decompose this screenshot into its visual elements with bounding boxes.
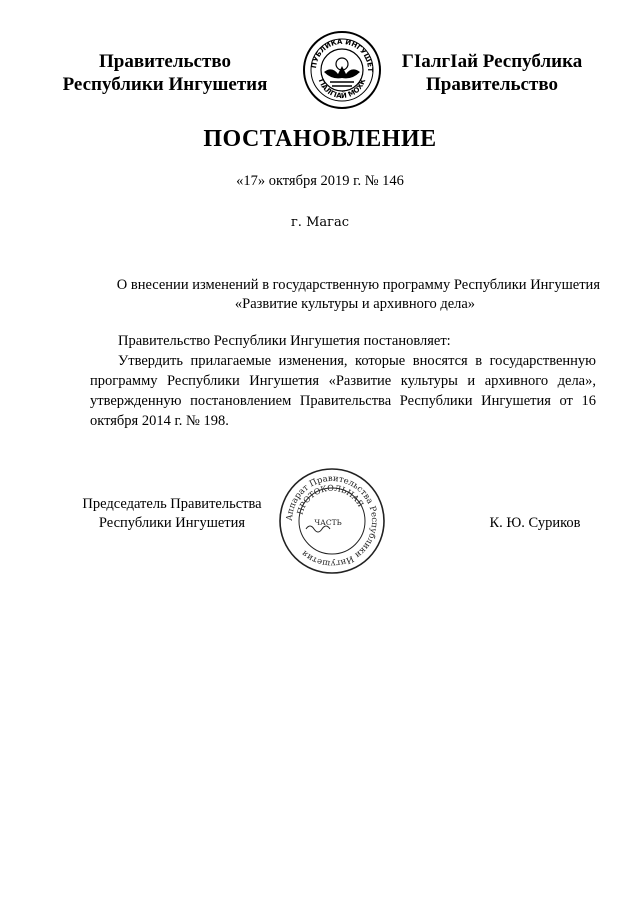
position-line2: Республики Ингушетия (98, 515, 246, 531)
coat-of-arms-emblem (302, 30, 382, 110)
header-left-line1: Правительство (99, 51, 231, 72)
subject-line1: О внесении изменений в государственную программу Республики Ингушетия (116, 277, 600, 293)
svg-text:ГIАЛГIАЙ МОХК (317, 78, 368, 101)
place: г. Магас (291, 215, 349, 230)
signatory-position (62, 495, 282, 533)
subject (80, 276, 600, 314)
body-text: Утвердить прилагаемые изменения, которые вносятся в государственную программу Республики Ингушетия «Развитие культуры и архивного дела», утвержденную постановлением Правительства Республики Ингушетия от 16 октября 2014 г. № 198. (90, 353, 596, 429)
document-title: ПОСТАНОВЛЕНИЕ (203, 126, 437, 152)
header-right (384, 50, 600, 96)
subject-line2: «Развитие культуры и архивного дела» (234, 296, 476, 312)
preamble: Правительство Республики Ингушетия постановляет: (118, 333, 451, 349)
header-right-line1: ГIалгIай Республика (401, 51, 583, 72)
stamp-outer-text: Аппарат Правительства Республики Ингушетия (284, 473, 380, 569)
position-line1: Председатель Правительства (82, 496, 262, 512)
date-line: «17» октября 2019 г. № 146 (236, 173, 404, 189)
header-left-line2: Республики Ингушетия (62, 74, 268, 95)
header-left (40, 50, 290, 96)
stamp-inner-text-2: ЧАСТЬ (314, 518, 342, 527)
header-right-line2: Правительство (426, 74, 558, 95)
signatory-name: К. Ю. Суриков (489, 515, 581, 531)
official-stamp (276, 465, 388, 577)
emblem-text-top: ПУБЛИКА ИНГУШЕТ (309, 37, 375, 73)
stamp-inner-text: ПРОТОКОЛЬНАЯ (295, 483, 366, 516)
emblem-text-bottom: ГIАЛГIАЙ МОХК (316, 77, 368, 101)
